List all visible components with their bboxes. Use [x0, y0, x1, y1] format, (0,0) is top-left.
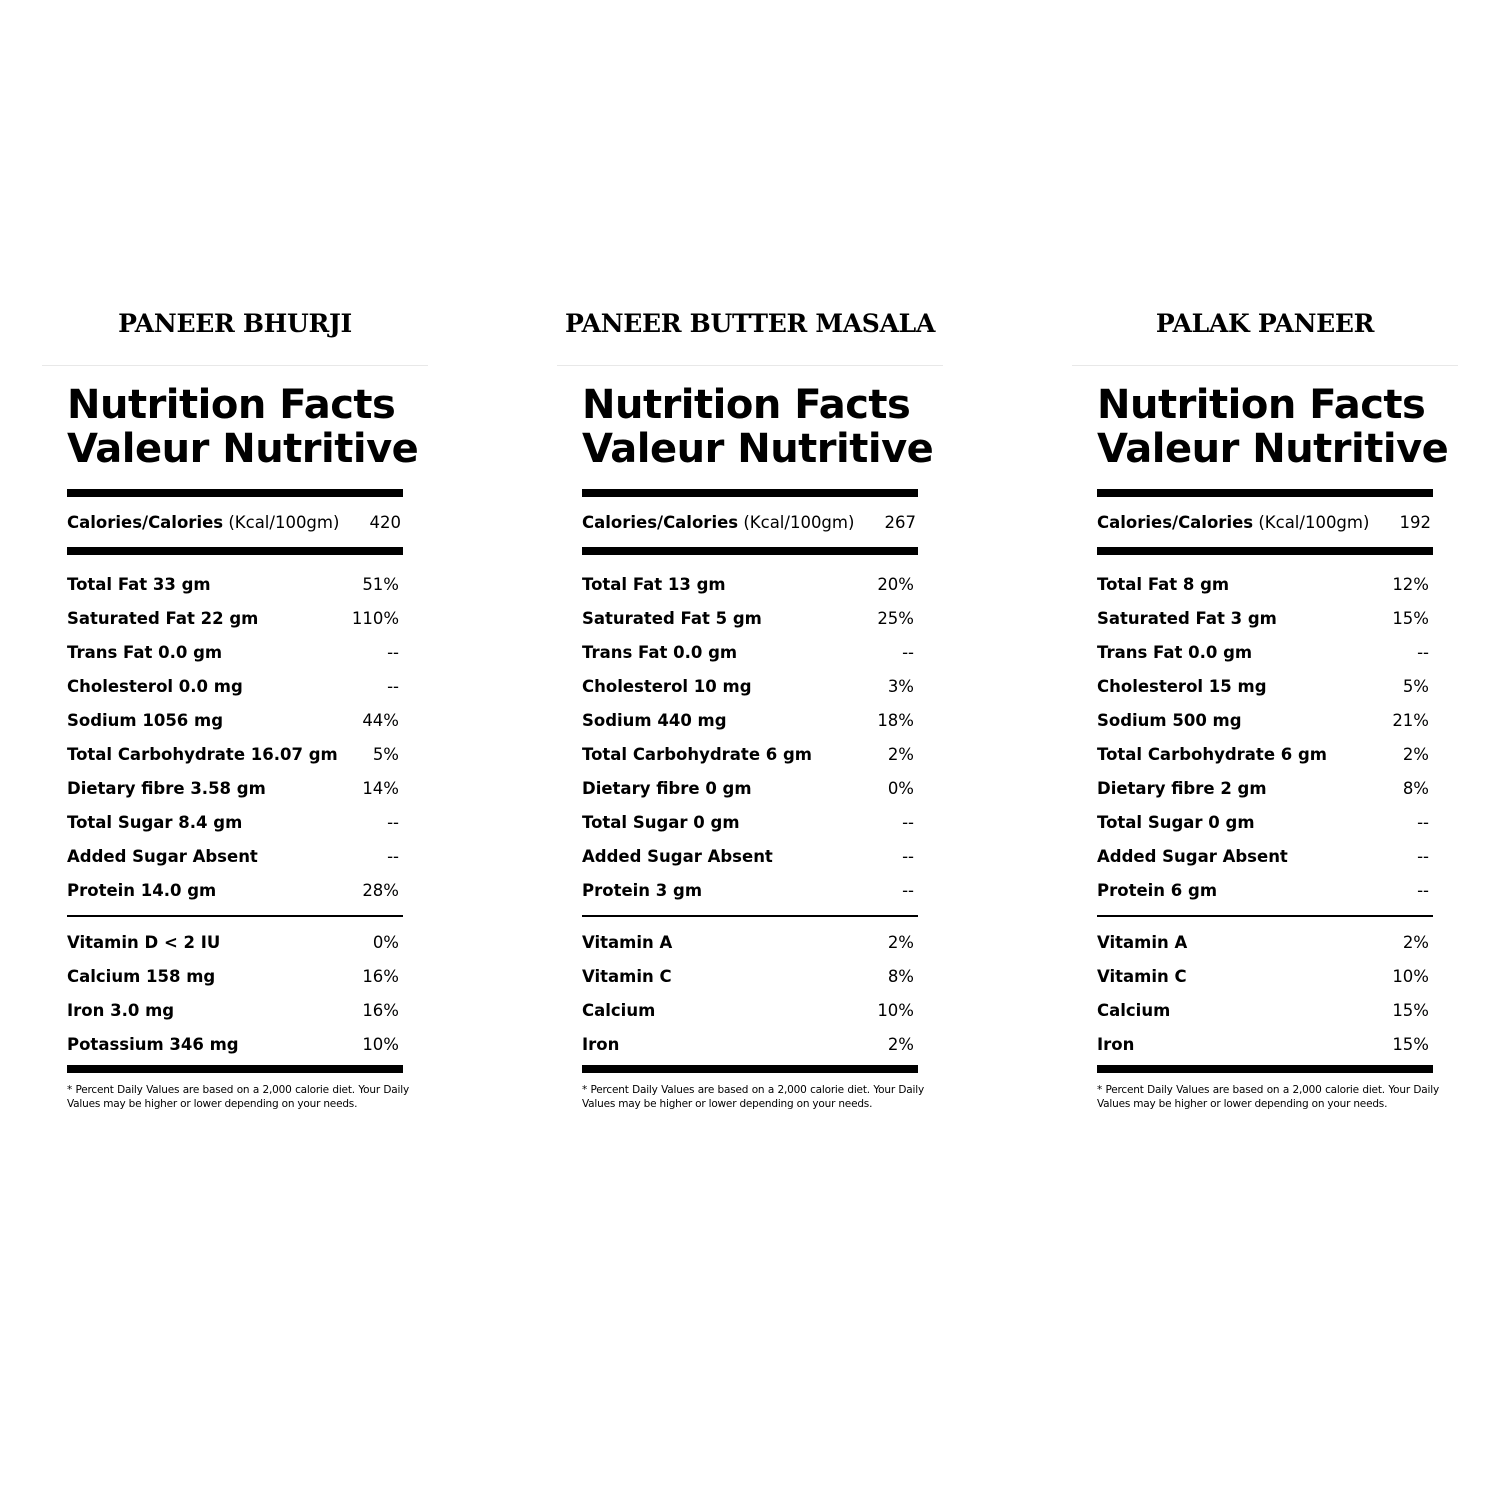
thick-divider [582, 1065, 918, 1073]
nutrient-value: -- [387, 846, 399, 866]
heading-french: Valeur Nutritive [582, 426, 934, 472]
calories-row [1097, 497, 1431, 547]
vitamin-label: Potassium 346 mg [67, 1034, 239, 1054]
nutrient-label: Added Sugar Absent [582, 846, 773, 866]
calories-unit: (Kcal/100gm) [743, 512, 855, 532]
nutrient-row [67, 873, 401, 907]
nutrient-label: Cholesterol 10 mg [582, 676, 752, 696]
thick-divider [582, 547, 918, 555]
vitamin-list [582, 925, 934, 1061]
nutrient-value: 5% [1402, 676, 1429, 696]
vitamin-row [582, 1027, 916, 1061]
nutrient-label: Total Fat 8 gm [1097, 574, 1230, 594]
nutrient-row [67, 669, 401, 703]
nutrient-list [1097, 567, 1449, 907]
heading-english: Nutrition Facts [1097, 382, 1426, 428]
vitamin-value: 10% [1392, 966, 1429, 986]
vitamin-row [582, 925, 916, 959]
heading-english: Nutrition Facts [67, 382, 396, 428]
nutrient-row [582, 839, 916, 873]
nutrient-value: 18% [877, 710, 914, 730]
panel-title: PANEER BUTTER MASALA [564, 309, 936, 338]
vitamin-value: 15% [1392, 1000, 1429, 1020]
nutrient-value: -- [1417, 846, 1429, 866]
nutrition-label [67, 383, 419, 1111]
vitamin-label: Vitamin D < 2 IU [67, 932, 221, 952]
nutrient-label: Total Sugar 0 gm [1097, 812, 1255, 832]
nutrient-label: Added Sugar Absent [1097, 846, 1288, 866]
nutrient-value: -- [902, 812, 914, 832]
calories-row [582, 497, 916, 547]
footnote: * Percent Daily Values are based on a 2,000 calorie diet. Your Daily Values may be higher or lower depending on your needs. [67, 1084, 409, 1110]
nutrient-label: Trans Fat 0.0 gm [1097, 642, 1253, 662]
nutrient-label: Total Sugar 8.4 gm [67, 812, 243, 832]
nutrient-label: Total Carbohydrate 6 gm [582, 744, 812, 764]
nutrient-value: 5% [372, 744, 399, 764]
nutrient-label: Dietary fibre 2 gm [1097, 778, 1267, 798]
nutrient-label: Added Sugar Absent [67, 846, 258, 866]
title-divider [42, 365, 428, 366]
nutrient-value: 2% [887, 744, 914, 764]
nutrient-value: -- [902, 880, 914, 900]
thin-divider [67, 915, 403, 917]
nutrient-row [67, 805, 401, 839]
nutrient-value: 15% [1392, 608, 1429, 628]
nutrient-value: 0% [887, 778, 914, 798]
nutrient-value: -- [387, 812, 399, 832]
nutrient-list [582, 567, 934, 907]
nutrient-label: Protein 6 gm [1097, 880, 1218, 900]
thick-divider [1097, 547, 1433, 555]
nutrient-list [67, 567, 419, 907]
nutrient-row [1097, 873, 1431, 907]
vitamin-label: Calcium [582, 1000, 656, 1020]
nutrient-value: -- [902, 846, 914, 866]
vitamin-value: 2% [1402, 932, 1429, 952]
nutrient-label: Sodium 440 mg [582, 710, 727, 730]
vitamin-value: 2% [887, 932, 914, 952]
nutrient-label: Cholesterol 15 mg [1097, 676, 1267, 696]
nutrient-value: 110% [351, 608, 399, 628]
nutrient-row [582, 771, 916, 805]
nutrient-label: Saturated Fat 5 gm [582, 608, 762, 628]
nutrient-row [1097, 669, 1431, 703]
thick-divider [67, 547, 403, 555]
nutrient-label: Trans Fat 0.0 gm [582, 642, 738, 662]
nutrient-row [582, 737, 916, 771]
title-divider [557, 365, 943, 366]
nutrient-value: 8% [1402, 778, 1429, 798]
vitamin-row [1097, 959, 1431, 993]
calories-value: 192 [1399, 512, 1431, 532]
nutrient-value: 44% [362, 710, 399, 730]
nutrient-value: -- [902, 642, 914, 662]
vitamin-value: 0% [372, 932, 399, 952]
vitamin-value: 15% [1392, 1034, 1429, 1054]
vitamin-row [1097, 925, 1431, 959]
vitamin-row [582, 993, 916, 1027]
thick-divider [1097, 489, 1433, 497]
vitamin-row [582, 959, 916, 993]
nutrient-row [582, 669, 916, 703]
nutrient-label: Cholesterol 0.0 mg [67, 676, 243, 696]
nutrition-panel-palak-paneer [1072, 300, 1458, 1110]
nutrient-row [67, 703, 401, 737]
nutrient-label: Total Fat 33 gm [67, 574, 211, 594]
vitamin-value: 16% [362, 1000, 399, 1020]
nutrient-label: Sodium 1056 mg [67, 710, 224, 730]
nutrition-panel-paneer-butter-masala [557, 300, 943, 1110]
nutrient-value: 20% [877, 574, 914, 594]
nutrient-row [1097, 703, 1431, 737]
nutrient-row [582, 567, 916, 601]
thick-divider [67, 1065, 403, 1073]
heading-english: Nutrition Facts [582, 382, 911, 428]
vitamin-value: 10% [877, 1000, 914, 1020]
nutrient-label: Total Sugar 0 gm [582, 812, 740, 832]
vitamin-row [1097, 1027, 1431, 1061]
nutrient-value: 21% [1392, 710, 1429, 730]
nutrient-value: 2% [1402, 744, 1429, 764]
title-divider [1072, 365, 1458, 366]
vitamin-label: Vitamin A [1097, 932, 1188, 952]
nutrient-row [1097, 805, 1431, 839]
vitamin-value: 2% [887, 1034, 914, 1054]
nutrient-row [67, 635, 401, 669]
nutrient-row [67, 771, 401, 805]
vitamin-label: Calcium 158 mg [67, 966, 216, 986]
vitamin-label: Iron [582, 1034, 620, 1054]
vitamin-label: Vitamin A [582, 932, 673, 952]
nutrient-value: -- [387, 676, 399, 696]
nutrient-row [582, 873, 916, 907]
vitamin-value: 16% [362, 966, 399, 986]
calories-value: 267 [884, 512, 916, 532]
nutrient-label: Total Carbohydrate 16.07 gm [67, 744, 338, 764]
heading-french: Valeur Nutritive [1097, 426, 1449, 472]
nutrient-label: Dietary fibre 3.58 gm [67, 778, 266, 798]
nutrient-row [1097, 601, 1431, 635]
calories-label: Calories/Calories [582, 512, 739, 532]
vitamin-row [67, 925, 401, 959]
nutrient-label: Sodium 500 mg [1097, 710, 1242, 730]
nutrition-label [582, 383, 934, 1111]
nutrient-value: -- [387, 642, 399, 662]
vitamin-value: 8% [887, 966, 914, 986]
nutrient-row [1097, 839, 1431, 873]
nutrient-value: -- [1417, 880, 1429, 900]
nutrient-label: Trans Fat 0.0 gm [67, 642, 223, 662]
vitamin-label: Iron [1097, 1034, 1135, 1054]
calories-unit: (Kcal/100gm) [228, 512, 340, 532]
nutrient-row [582, 601, 916, 635]
nutrient-value: 28% [362, 880, 399, 900]
footnote: * Percent Daily Values are based on a 2,000 calorie diet. Your Daily Values may be higher or lower depending on your needs. [1097, 1084, 1439, 1110]
nutrient-value: -- [1417, 642, 1429, 662]
nutrition-panel-paneer-bhurji [42, 300, 428, 1110]
nutrient-value: 51% [362, 574, 399, 594]
calories-label: Calories/Calories [1097, 512, 1254, 532]
nutrient-row [1097, 771, 1431, 805]
vitamin-label: Calcium [1097, 1000, 1171, 1020]
thin-divider [1097, 915, 1433, 917]
nutrient-label: Total Carbohydrate 6 gm [1097, 744, 1327, 764]
nutrient-row [1097, 737, 1431, 771]
thin-divider [582, 915, 918, 917]
nutrient-row [67, 839, 401, 873]
nutrient-row [582, 805, 916, 839]
calories-unit: (Kcal/100gm) [1258, 512, 1370, 532]
nutrient-label: Protein 14.0 gm [67, 880, 217, 900]
nutrient-value: 14% [362, 778, 399, 798]
nutrient-label: Protein 3 gm [582, 880, 703, 900]
nutrient-value: -- [1417, 812, 1429, 832]
nutrient-value: 3% [887, 676, 914, 696]
nutrient-row [67, 737, 401, 771]
nutrient-label: Saturated Fat 3 gm [1097, 608, 1277, 628]
calories-value: 420 [369, 512, 401, 532]
nutrient-label: Saturated Fat 22 gm [67, 608, 259, 628]
thick-divider [67, 489, 403, 497]
calories-row [67, 497, 401, 547]
nutrient-label: Total Fat 13 gm [582, 574, 726, 594]
vitamin-row [1097, 993, 1431, 1027]
vitamin-row [67, 959, 401, 993]
thick-divider [582, 489, 918, 497]
panel-title: PANEER BHURJI [118, 309, 352, 338]
nutrient-row [1097, 567, 1431, 601]
vitamin-label: Vitamin C [1097, 966, 1187, 986]
vitamin-value: 10% [362, 1034, 399, 1054]
vitamin-label: Iron 3.0 mg [67, 1000, 175, 1020]
vitamin-row [67, 1027, 401, 1061]
nutrient-row [67, 567, 401, 601]
nutrient-row [582, 703, 916, 737]
nutrient-row [67, 601, 401, 635]
nutrient-value: 25% [877, 608, 914, 628]
nutrient-row [582, 635, 916, 669]
nutrient-row [1097, 635, 1431, 669]
vitamin-list [1097, 925, 1449, 1061]
vitamin-row [67, 993, 401, 1027]
footnote: * Percent Daily Values are based on a 2,000 calorie diet. Your Daily Values may be higher or lower depending on your needs. [582, 1084, 924, 1110]
panel-title: PALAK PANEER [1155, 309, 1375, 338]
thick-divider [1097, 1065, 1433, 1073]
nutrient-label: Dietary fibre 0 gm [582, 778, 752, 798]
vitamin-list [67, 925, 419, 1061]
nutrition-label [1097, 383, 1449, 1111]
calories-label: Calories/Calories [67, 512, 224, 532]
heading-french: Valeur Nutritive [67, 426, 419, 472]
vitamin-label: Vitamin C [582, 966, 672, 986]
nutrient-value: 12% [1392, 574, 1429, 594]
